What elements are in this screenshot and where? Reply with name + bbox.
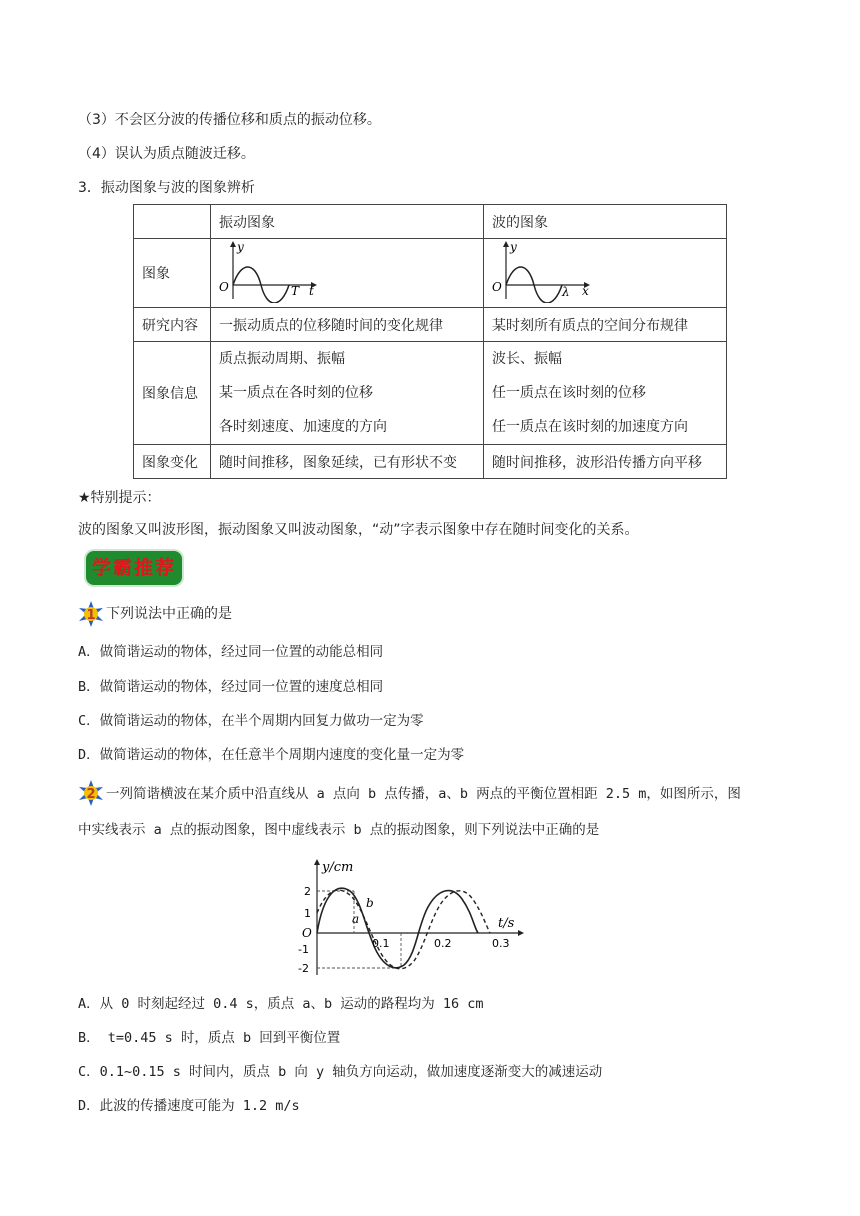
vibration-info-line: 质点振动周期、振幅 — [219, 351, 345, 367]
vibration-graph-cell — [211, 239, 484, 308]
q2-ytick-2: 2 — [304, 885, 311, 898]
q2-xtick-0.1: 0.1 — [372, 937, 390, 950]
wave-y-label: y — [510, 240, 517, 254]
wave-axis-label: x — [582, 284, 589, 298]
table-header-wave: 波的图象 — [484, 205, 727, 239]
vib-y-label: y — [237, 240, 244, 254]
question-2-stem-line-1: 一列简谐横波在某介质中沿直线从 a 点向 b 点传播，a、b 两点的平衡位置相距 2.5 m，如图所示，图 — [106, 786, 741, 802]
vibration-change: 随时间推移，图象延续，已有形状不变 — [211, 445, 484, 479]
table-corner — [134, 205, 211, 239]
q2-x-axis-label: t/s — [498, 916, 515, 931]
row-label-change: 图象变化 — [134, 445, 211, 479]
row-label-content: 研究内容 — [134, 308, 211, 342]
question-1-stem: 下列说法中正确的是 — [106, 606, 232, 622]
vibration-info — [211, 342, 484, 445]
q2-ytick-1: 1 — [304, 907, 311, 920]
note-item-3: （3）不会区分波的传播位移和质点的振动位移。 — [78, 112, 381, 128]
row-label-info: 图象信息 — [134, 342, 211, 445]
q2-y-axis-label: y/cm — [322, 860, 354, 875]
vib-origin-label: O — [219, 280, 229, 294]
tip-text: 波的图象又叫波形图，振动图象又叫波动图象，“动”字表示图象中存在随时间变化的关系。 — [78, 522, 639, 538]
wave-change: 随时间推移，波形沿传播方向平移 — [484, 445, 727, 479]
q2-ytick-neg2: -2 — [298, 962, 309, 975]
wave-info — [484, 342, 727, 445]
question-2-option-b: B． t=0.45 s 时，质点 b 回到平衡位置 — [78, 1030, 341, 1046]
q2-ytick-neg1: -1 — [298, 943, 309, 956]
vib-axis-label: t — [309, 284, 314, 298]
question-2-option-c: C．0.1~0.15 s 时间内，质点 b 向 y 轴负方向运动，做加速度逐渐变大的减速运动 — [78, 1064, 603, 1080]
wave-graph — [488, 239, 598, 303]
question-2-vibration-graph — [292, 855, 542, 981]
row-label-graph: 图象 — [134, 239, 211, 308]
wave-content: 某时刻所有质点的空间分布规律 — [484, 308, 727, 342]
vibration-graph — [215, 239, 325, 303]
section-title: 3．振动图象与波的图象辨析 — [78, 180, 255, 196]
question-number-icon — [78, 601, 104, 627]
question-2-number: 2 — [86, 787, 96, 802]
question-1-option-a: A．做简谐运动的物体，经过同一位置的动能总相同 — [78, 644, 384, 660]
vibration-info-line: 某一质点在各时刻的位移 — [219, 385, 373, 401]
wave-origin-label: O — [492, 280, 502, 294]
recommend-badge-label: 学霸推荐 — [91, 557, 176, 579]
q2-xtick-0.3: 0.3 — [492, 937, 510, 950]
question-number-icon — [78, 780, 104, 806]
table-header-vibration: 振动图象 — [211, 205, 484, 239]
tip-title: ★特别提示： — [78, 490, 161, 506]
question-2-stem-line-2: 中实线表示 a 点的振动图象，图中虚线表示 b 点的振动图象，则下列说法中正确的是 — [78, 822, 600, 838]
wave-info-line: 波长、振幅 — [492, 351, 562, 367]
question-1-option-c: C．做简谐运动的物体，在半个周期内回复力做功一定为零 — [78, 713, 424, 729]
wave-lambda-label: λ — [562, 285, 570, 299]
question-2-option-a: A．从 0 时刻起经过 0.4 s，质点 a、b 运动的路程均为 16 cm — [78, 996, 484, 1012]
recommend-badge — [86, 551, 182, 585]
wave-info-line: 任一质点在该时刻的位移 — [492, 385, 646, 401]
question-1-option-b: B．做简谐运动的物体，经过同一位置的速度总相同 — [78, 679, 384, 695]
question-2-option-d: D．此波的传播速度可能为 1.2 m/s — [78, 1098, 300, 1114]
q2-origin-label: O — [302, 926, 312, 940]
q2-label-a: a — [352, 912, 360, 926]
note-item-4: （4）误认为质点随波迁移。 — [78, 146, 255, 162]
vibration-content: 一振动质点的位移随时间的变化规律 — [211, 308, 484, 342]
comparison-table — [133, 204, 727, 479]
wave-graph-cell — [484, 239, 727, 308]
q2-label-b: b — [366, 896, 374, 910]
vib-period-label: T — [291, 284, 300, 298]
wave-info-line: 任一质点在该时刻的加速度方向 — [492, 419, 688, 435]
vibration-info-line: 各时刻速度、加速度的方向 — [219, 419, 387, 435]
question-1-number: 1 — [86, 608, 96, 623]
question-1-option-d: D．做简谐运动的物体，在任意半个周期内速度的变化量一定为零 — [78, 747, 465, 763]
q2-xtick-0.2: 0.2 — [434, 937, 452, 950]
